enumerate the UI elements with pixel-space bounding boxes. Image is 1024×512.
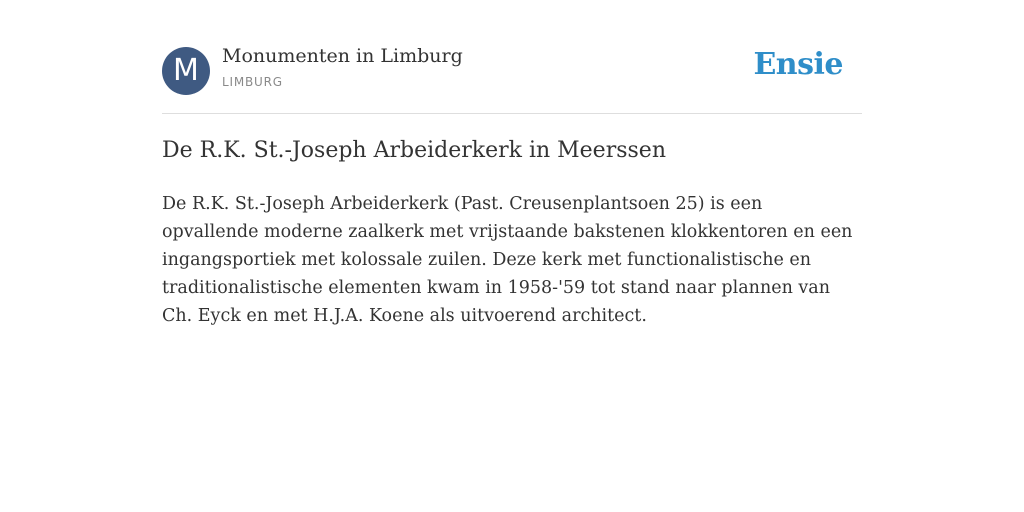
article-body: De R.K. St.-Joseph Arbeiderkerk (Past. Creusenplantsoen 25) is een opvallende moderne zaalkerk met vrijstaande bakstenen klokkentoren en een ingangsportiek met kolossale zuilen. Deze kerk met functionalistische en traditionalistische elementen kwam in 1958-'59 tot stand naar plannen van Ch. Eyck en met H.J.A. Koene als uitvoerend architect. bbox=[162, 194, 853, 326]
source-category: LIMBURG bbox=[222, 75, 283, 89]
source-title-link[interactable]: Monumenten in Limburg bbox=[222, 45, 463, 67]
entry-card bbox=[162, 0, 862, 326]
avatar[interactable]: M bbox=[162, 47, 210, 95]
page-title: De R.K. St.-Joseph Arbeiderkerk in Meerssen bbox=[162, 138, 666, 163]
entry-header bbox=[162, 0, 862, 114]
brand-logo[interactable]: Ensie bbox=[753, 47, 843, 82]
